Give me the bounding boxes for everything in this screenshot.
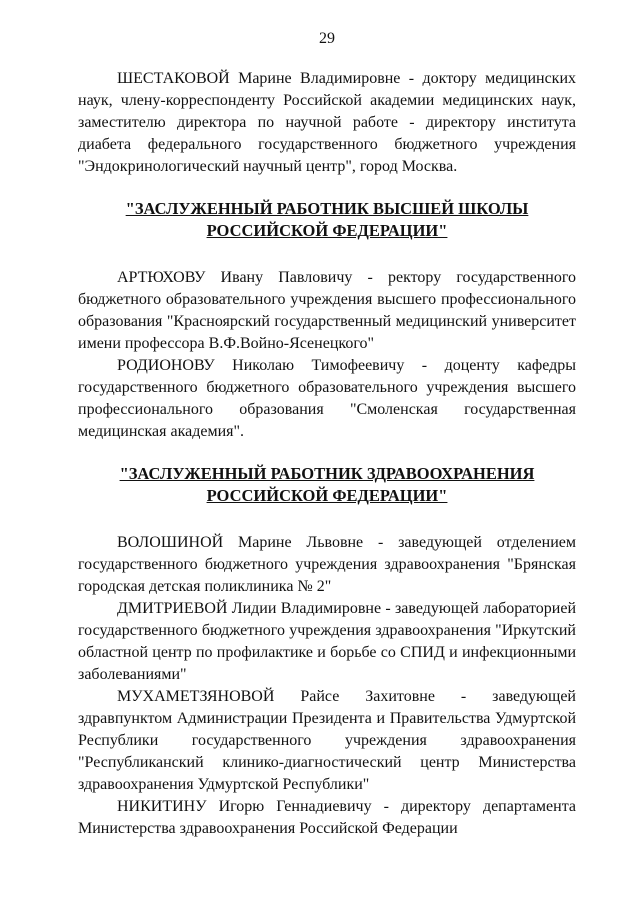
page-number: 29 <box>319 30 335 47</box>
award-paragraph: ВОЛОШИНОЙ Марине Львовне - заведующей отделением государственного бюджетного учреждения здравоохранения "Брянская городская детская поликлиника № 2" <box>78 534 576 595</box>
heading-line: "ЗАСЛУЖЕННЫЙ РАБОТНИК ВЫСШЕЙ ШКОЛЫ <box>125 199 529 218</box>
spacer <box>78 178 576 198</box>
spacer <box>78 443 576 463</box>
spacer <box>78 507 576 532</box>
heading-line: РОССИЙСКОЙ ФЕДЕРАЦИИ" <box>206 221 448 240</box>
heading-line: "ЗАСЛУЖЕННЫЙ РАБОТНИК ЗДРАВООХРАНЕНИЯ <box>119 464 535 483</box>
award-paragraph: АРТЮХОВУ Ивану Павловичу - ректору государственного бюджетного образовательного учреждения высшего профессионального образования "Красноярский государственный медицинский университет имени профессора В.Ф.Войно-Ясенецкого" <box>78 269 576 352</box>
award-paragraph: РОДИОНОВУ Николаю Тимофеевичу - доценту кафедры государственного бюджетного образовательного учреждения высшего профессионального образования "Смоленская государственная медицинская академия". <box>78 357 576 440</box>
award-paragraph: ДМИТРИЕВОЙ Лидии Владимировне - заведующей лабораторией государственного бюджетного учреждения здравоохранения "Иркутский областной центр по профилактике и борьбе со СПИД и инфекционными заболеваниями" <box>78 600 576 683</box>
award-paragraph: НИКИТИНУ Игорю Геннадиевичу - директору департамента Министерства здравоохранения Российской Федерации <box>78 798 576 837</box>
spacer <box>78 242 576 267</box>
intro-paragraph: ШЕСТАКОВОЙ Марине Владимировне - доктору медицинских наук, члену-корреспонденту Российской академии медицинских наук, заместителю директора по научной работе - директору института диабета федерального государственного бюджетного учреждения "Эндокринологический научный центр", город Москва. <box>78 70 576 175</box>
award-paragraph: МУХАМЕТЗЯНОВОЙ Райсе Захитовне - заведующей здравпунктом Администрации Президента и Правительства Удмуртской Республики государственного учреждения здравоохранения "Республиканский клинико-диагностический центр Министерства здравоохранения Удмуртской Республики" <box>78 688 576 793</box>
section-heading-healthcare <box>78 463 576 507</box>
section-heading-higher-school <box>78 198 576 242</box>
heading-line: РОССИЙСКОЙ ФЕДЕРАЦИИ" <box>206 486 448 505</box>
